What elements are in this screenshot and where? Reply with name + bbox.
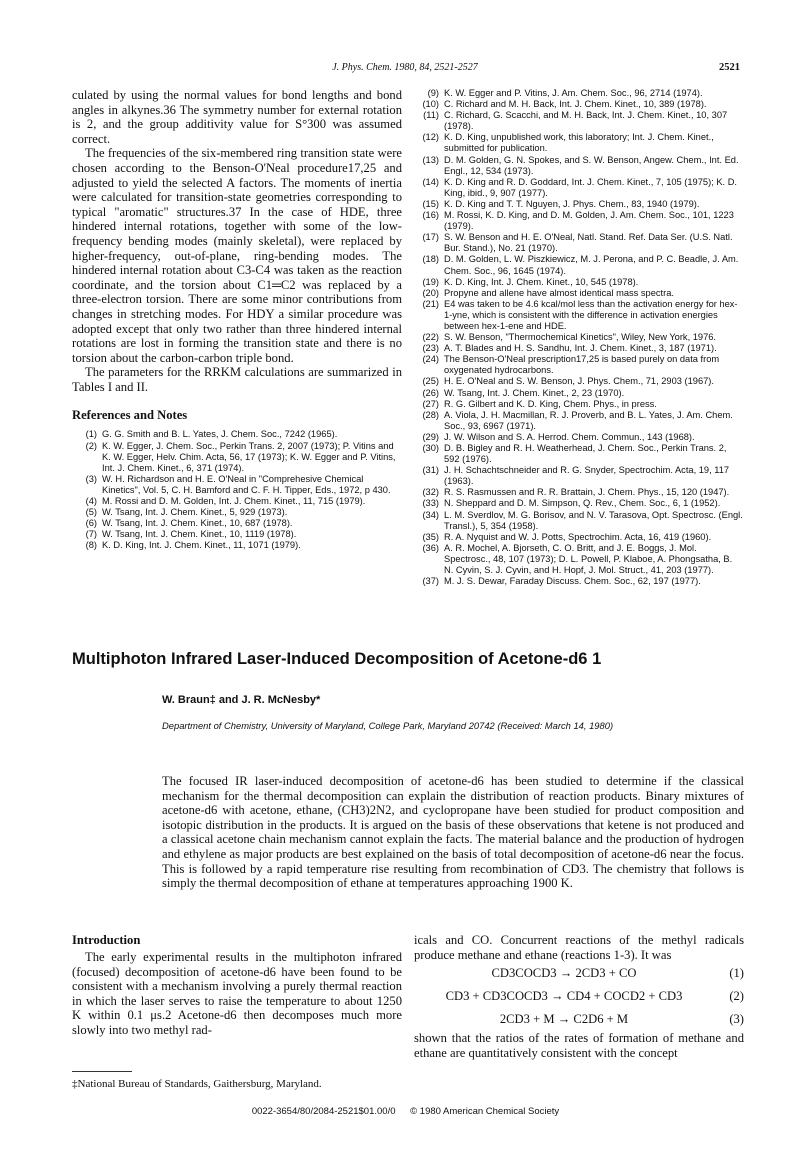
reference-number: (33) xyxy=(422,498,439,509)
reference-item xyxy=(414,277,744,288)
reference-item xyxy=(414,432,744,443)
reference-list xyxy=(414,88,744,587)
reference-item xyxy=(72,441,402,474)
reference-text: R. G. Gilbert and K. D. King, Chem. Phys., in press. xyxy=(444,398,657,409)
equation-expression: 2CD3 + M → C2D6 + M xyxy=(499,1012,629,1027)
reference-item xyxy=(414,88,744,99)
reference-text: D. B. Bigley and R. H. Weatherhead, J. Chem. Soc., Perkin Trans. 2, 592 (1976). xyxy=(444,443,727,465)
journal-citation: J. Phys. Chem. 1980, 84, 2521-2527 xyxy=(332,62,478,73)
reference-text: E4 was taken to be 4.6 kcal/mol less than the activation energy for hex-1-yne, which is consistent with the difference in activation energies between hex-1-ene and HDE. xyxy=(444,298,738,331)
reference-number: (34) xyxy=(422,509,439,520)
paragraph: The parameters for the RRKM calculations are summarized in Tables I and II. xyxy=(72,365,402,394)
equation-expression: CD3 + CD3COCD3 → CD4 + COCD2 + CD3 xyxy=(445,989,683,1004)
reference-number: (10) xyxy=(422,99,439,110)
reference-number: (26) xyxy=(422,387,439,398)
reference-number: (16) xyxy=(422,210,439,221)
reference-number: (19) xyxy=(422,276,439,287)
reference-number: (35) xyxy=(422,531,439,542)
reference-text: W. Tsang, Int. J. Chem. Kinet., 10, 1119 (1978). xyxy=(102,529,297,540)
reference-item xyxy=(414,543,744,576)
reference-number: (4) xyxy=(85,496,97,507)
reference-item xyxy=(414,155,744,177)
reference-number: (5) xyxy=(85,507,97,518)
page-number: 2521 xyxy=(719,62,740,73)
footer-code: 0022-3654/80/2084-2521$01.00/0 xyxy=(251,1106,396,1117)
reference-text: R. S. Rasmussen and R. R. Brattain, J. Chem. Phys., 15, 120 (1947). xyxy=(444,487,730,498)
running-header xyxy=(70,62,740,76)
reference-text: R. A. Nyquist and W. J. Potts, Spectrochim. Acta, 16, 419 (1960). xyxy=(444,531,712,542)
right-column xyxy=(414,88,744,587)
reference-text: A. T. Blades and H. S. Sandhu, Int. J. Chem. Kinet., 3, 187 (1971). xyxy=(444,343,717,354)
reference-item xyxy=(414,376,744,387)
reference-text: A. R. Mochel, A. Bjorseth, C. O. Britt, and J. E. Boggs, J. Mol. Spectrosc., 48, 107 (1973); D. L. Powell, P. Klaboe, A. Phongsatha, B. N. Cyvin, S. J. Cyvin, and H. Hopf, J. Mol. Struct., 41, 203 (1977). xyxy=(444,542,733,576)
reference-number: (11) xyxy=(423,110,439,121)
introduction-left xyxy=(72,933,402,1038)
paragraph: icals and CO. Concurrent reactions of the methyl radicals produce methane and ethane (reactions 1-3). It was xyxy=(414,933,744,962)
equation-number: (3) xyxy=(729,1012,744,1027)
reference-item xyxy=(414,510,744,532)
reference-item xyxy=(414,99,744,110)
reference-item xyxy=(414,354,744,376)
reference-text: W. H. Richardson and H. E. O'Neal in "Comprehesive Chemical Kinetics", Vol. 5, C. H. Bamford and C. F. H. Tipper, Eds., 1972, p 430. xyxy=(102,473,391,495)
reference-item xyxy=(414,388,744,399)
reference-item xyxy=(414,443,744,465)
article-title-text: Multiphoton Infrared Laser-Induced Decomposition of Acetone-d6 1 xyxy=(72,650,602,668)
reference-number: (1) xyxy=(85,429,97,440)
reference-number: (6) xyxy=(85,518,97,529)
reference-item xyxy=(414,498,744,509)
reference-text: W. Tsang, Int. J. Chem. Kinet., 2, 23 (1970). xyxy=(444,387,625,398)
reference-number: (22) xyxy=(422,332,439,343)
page-footer xyxy=(0,1106,811,1117)
reference-item xyxy=(414,110,744,132)
reference-text: M. Rossi and D. M. Golden, Int. J. Chem. Kinet., 11, 715 (1979). xyxy=(102,496,366,507)
footer-copyright: © 1980 American Chemical Society xyxy=(410,1106,560,1117)
affiliation: Department of Chemistry, University of Maryland, College Park, Maryland 20742 (Received: March 14, 1980) xyxy=(162,720,614,731)
reference-text: K. D. King and T. T. Nguyen, J. Phys. Chem., 83, 1940 (1979). xyxy=(444,198,700,209)
reference-text: W. Tsang, Int. J. Chem. Kinet., 10, 687 (1978). xyxy=(102,518,293,529)
footnote-rule xyxy=(72,1071,132,1072)
paragraph: The frequencies of the six-membered ring transition state were chosen according to the Benson-O'Neal procedure17,25 and adjusted to yield the selected A factors. The moments of inertia were calculated for transition-state geometries corresponding to typical "aromatic" structures.37 In the case of HDE, three hindered internal rotations, together with some of the low-frequency bending modes (mainly skeletal), were replaced by higher-frequency, out-of-plane, ring-bending modes. The hindered internal rotation about C3-C4 was taken as the reaction coordinate, and the torsion about C1═C2 was replaced by a three-electron torsion. There are some minor contributions from changes in stretching modes. For HDY a similar procedure was adopted except that only two rather than three hindered internal rotations are lost in forming the transition state and there is no torsion about the carbon-carbon triple bond. xyxy=(72,146,402,365)
reference-text: G. G. Smith and B. L. Yates, J. Chem. Soc., 7242 (1965). xyxy=(102,429,338,440)
reference-text: C. Richard, G. Scacchi, and M. H. Back, Int. J. Chem. Kinet., 10, 307 (1978). xyxy=(444,110,728,132)
reference-number: (28) xyxy=(422,409,439,420)
reference-number: (14) xyxy=(422,176,439,187)
equation-expression: CD3COCD3 → 2CD3 + CO xyxy=(491,966,637,981)
reference-item xyxy=(414,532,744,543)
reference-number: (13) xyxy=(422,154,439,165)
reference-number: (36) xyxy=(422,542,439,553)
reference-item xyxy=(414,132,744,154)
introduction-heading: Introduction xyxy=(72,933,141,947)
reference-item xyxy=(414,576,744,587)
reference-number: (21) xyxy=(422,298,439,309)
reference-number: (15) xyxy=(422,198,439,209)
reference-number: (17) xyxy=(422,232,439,243)
reference-number: (31) xyxy=(422,465,439,476)
reference-text: J. W. Wilson and S. A. Herrod. Chem. Commun., 143 (1968). xyxy=(444,431,695,442)
paragraph: The early experimental results in the multiphoton infrared (focused) decomposition of acetone-d6 have been found to be consistent with a mechanism involving a purely thermal reaction in which the laser serves to raise the temperature to about 1250 K within 0.1 μs.2 Acetone-d6 then decomposes much more slowly into two methyl rad- xyxy=(72,950,402,1037)
reference-number: (32) xyxy=(422,487,439,498)
reference-text: N. Sheppard and D. M. Simpson, Q. Rev., Chem. Soc., 6, 1 (1952). xyxy=(444,498,721,509)
equation xyxy=(414,1008,744,1031)
authors: W. Braun‡ and J. R. McNesby* xyxy=(162,694,321,706)
reference-text: Propyne and allene have almost identical mass spectra. xyxy=(444,287,674,298)
left-column xyxy=(72,88,402,552)
reference-number: (24) xyxy=(422,354,439,365)
reference-text: S. W. Benson and H. E. O'Neal, Natl. Stand. Ref. Data Ser. (U.S. Natl. Bur. Stand.), No. 21 (1970). xyxy=(444,232,733,254)
reference-item xyxy=(414,210,744,232)
reference-item xyxy=(414,199,744,210)
equation-number: (1) xyxy=(729,966,744,981)
references-heading: References and Notes xyxy=(72,408,188,423)
reference-list xyxy=(72,429,402,551)
abstract: The focused IR laser-induced decomposition of acetone-d6 has been studied to determine if the classical mechanism for the thermal decomposition can explain the distribution of reaction products. Binary mixtures of acetone-d6 with acetone, ethane, (CH3)2N2, and cyclopropane have been studied for product composition and isotopic distribution in the products. It is argued on the basis of these observations that ketene is not produced and a classical acetone chain mechanism cannot explain the facts. The material balance and the production of hydrogen and ethylene as major products are best explained on the basis of total decomposition of acetone-d6 near the focus. This is followed by a rapid temperature rise resulting from recombination of CD3. The chemistry that follows is simply the thermal decomposition of ethane at temperatures approaching 1900 K. xyxy=(162,774,744,891)
reference-item xyxy=(72,540,402,551)
reference-item xyxy=(72,429,402,440)
introduction-right xyxy=(414,933,744,1060)
reference-number: (7) xyxy=(85,529,97,540)
paragraph: culated by using the normal values for bond lengths and bond angles in alkynes.36 The symmetry number for external rotation is 2, and the group additivity value for S°300 was assumed correct. xyxy=(72,88,402,146)
reference-number: (8) xyxy=(85,540,97,551)
reference-number: (37) xyxy=(422,576,439,587)
reference-text: L. M. Sverdlov, M. G. Borisov, and N. V. Tarasova, Opt. Spectrosc. (Engl. Transl.), 5, 354 (1958). xyxy=(444,509,743,531)
reference-text: The Benson-O'Neal prescription17,25 is based purely on data from oxygenated hydrocarbons. xyxy=(444,354,720,376)
reference-text: H. E. O'Neal and S. W. Benson, J. Phys. Chem., 71, 2903 (1967). xyxy=(444,376,714,387)
reference-item xyxy=(414,465,744,487)
reference-item xyxy=(414,332,744,343)
reference-number: (30) xyxy=(422,443,439,453)
reference-item xyxy=(414,299,744,332)
paragraph: shown that the ratios of the rates of formation of methane and ethane are quantitatively consistent with the concept xyxy=(414,1031,744,1060)
equation xyxy=(414,962,744,985)
reference-number: (23) xyxy=(422,343,439,354)
reference-text: C. Richard and M. H. Back, Int. J. Chem. Kinet., 10, 389 (1978). xyxy=(444,99,707,110)
reference-number: (2) xyxy=(85,440,97,451)
reference-text: K. D. King and R. D. Goddard, Int. J. Chem. Kinet., 7, 105 (1975); K. D. King, ibid., 9, 907 (1977). xyxy=(444,176,737,198)
reference-item xyxy=(414,410,744,432)
reference-item xyxy=(72,507,402,518)
reference-text: W. Tsang, Int. J. Chem. Kinet., 5, 929 (1973). xyxy=(102,507,288,518)
reference-text: A. Viola, J. H. Macmillan, R. J. Proverb, and B. L. Yates, J. Am. Chem. Soc., 93, 6967 (1971). xyxy=(444,409,733,431)
reference-text: K. D. King, Int. J. Chem. Kinet., 10, 545 (1978). xyxy=(444,276,639,287)
reference-number: (18) xyxy=(422,254,439,265)
reference-number: (27) xyxy=(422,398,439,409)
reference-item xyxy=(414,254,744,276)
reference-item xyxy=(72,496,402,507)
article-title xyxy=(72,650,742,669)
reference-text: S. W. Benson, "Thermochemical Kinetics", Wiley, New York, 1976. xyxy=(444,332,717,343)
reference-text: K. W. Egger and P. Vitins, J. Am. Chem. Soc., 96, 2714 (1974). xyxy=(444,88,703,98)
reference-number: (20) xyxy=(422,287,439,298)
reference-text: K. D. King, unpublished work, this laboratory; Int. J. Chem. Kinet., submitted for publication. xyxy=(444,132,714,154)
footnote: ‡National Bureau of Standards, Gaithersburg, Maryland. xyxy=(72,1078,322,1090)
reference-text: M. J. S. Dewar, Faraday Discuss. Chem. Soc., 62, 197 (1977). xyxy=(444,576,701,587)
reference-number: (25) xyxy=(422,376,439,387)
reference-item xyxy=(414,288,744,299)
reference-number: (29) xyxy=(422,431,439,442)
reference-text: K. D. King, Int. J. Chem. Kinet., 11, 1071 (1979). xyxy=(102,540,301,551)
reference-text: D. M. Golden, L. W. Piszkiewicz, M. J. Perona, and P. C. Beadle, J. Am. Chem. Soc., 96, 1645 (1974). xyxy=(444,254,739,276)
reference-number: (12) xyxy=(422,132,439,143)
reference-item xyxy=(414,487,744,498)
reference-text: J. H. Schachtschneider and R. G. Snyder, Spectrochim. Acta, 19, 117 (1963). xyxy=(444,465,730,487)
equation-number: (2) xyxy=(729,989,744,1004)
reference-number: (3) xyxy=(85,473,97,484)
reference-text: D. M. Golden, G. N. Spokes, and S. W. Benson, Angew. Chem., Int. Ed. Engl., 12, 534 (1973). xyxy=(444,154,739,176)
reference-text: M. Rossi, K. D. King, and D. M. Golden, J. Am. Chem. Soc., 101, 1223 (1979). xyxy=(444,210,734,232)
reference-item xyxy=(414,399,744,410)
equation xyxy=(414,985,744,1008)
reference-number: (9) xyxy=(427,88,439,98)
reference-item xyxy=(72,518,402,529)
reference-text: K. W. Egger, J. Chem. Soc., Perkin Trans. 2, 2007 (1973); P. Vitins and K. W. Egger, Helv. Chim. Acta, 56, 17 (1973); K. W. Egger and P. Vitins, Int. J. Chem. Kinet., 6, 371 (1974). xyxy=(102,440,396,473)
reference-item xyxy=(72,529,402,540)
reference-item xyxy=(414,343,744,354)
reference-item xyxy=(72,474,402,496)
reference-item xyxy=(414,177,744,199)
reference-item xyxy=(414,232,744,254)
